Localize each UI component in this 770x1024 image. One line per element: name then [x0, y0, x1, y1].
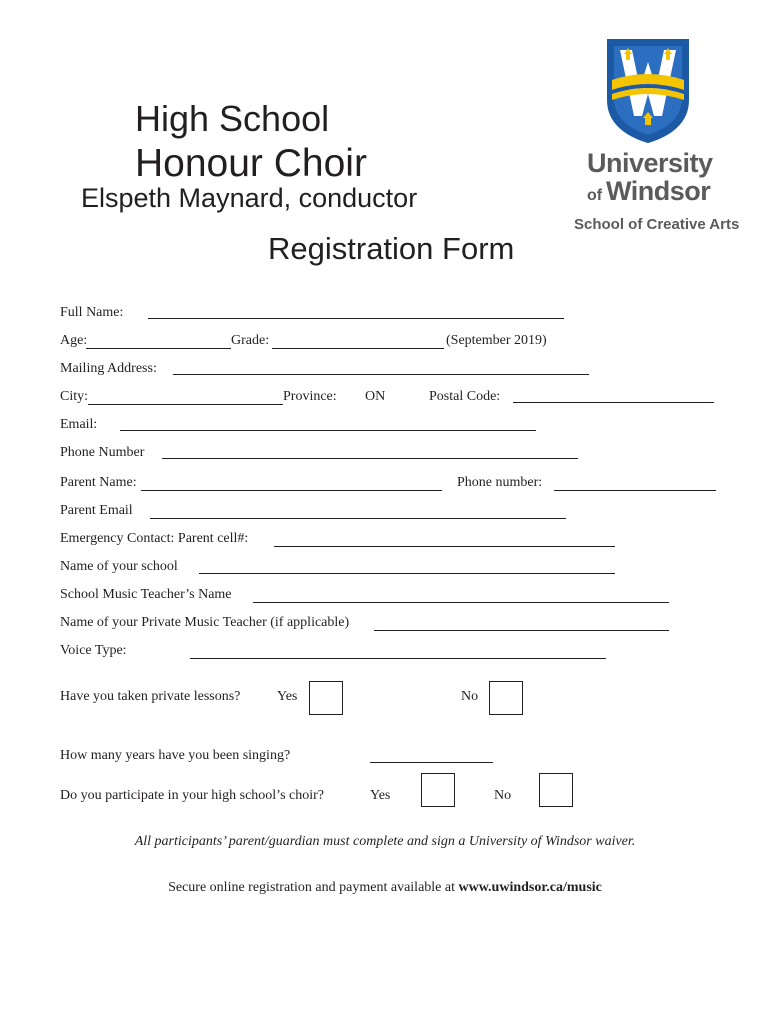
parent-phone-field[interactable] [554, 490, 716, 491]
form-title: Registration Form [268, 231, 515, 266]
school-choir-no-checkbox[interactable] [539, 773, 573, 807]
title-line-1: High School [135, 98, 330, 139]
years-singing-field[interactable] [370, 762, 493, 763]
university-crest-icon [606, 38, 690, 144]
footer-note [0, 880, 770, 896]
parent-email-label: Parent Email [60, 503, 133, 518]
grade-label: Grade: [231, 333, 270, 348]
logo-of: of [587, 187, 603, 204]
voice-type-field[interactable] [190, 658, 606, 659]
private-lessons-no-checkbox[interactable] [489, 681, 523, 715]
province-value: ON [365, 389, 386, 404]
email-label: Email: [60, 417, 98, 432]
province-label: Province: [283, 389, 337, 404]
mailing-address-label: Mailing Address: [60, 361, 157, 376]
school-choir-yes-checkbox[interactable] [421, 773, 455, 807]
postal-code-label: Postal Code: [429, 389, 501, 404]
full-name-label: Full Name: [60, 305, 124, 320]
parent-email-field[interactable] [150, 518, 566, 519]
emergency-contact-label: Emergency Contact: Parent cell#: [60, 531, 249, 546]
city-label: City: [60, 389, 89, 404]
years-singing-question: How many years have you been singing? [60, 748, 291, 763]
parent-name-label: Parent Name: [60, 475, 137, 490]
private-lessons-no-label: No [461, 689, 479, 704]
mailing-address-field[interactable] [173, 374, 589, 375]
footer-text: Secure online registration and payment available at [168, 880, 459, 895]
school-choir-question: Do you participate in your high school’s choir? [60, 788, 324, 803]
logo-university: University [587, 148, 713, 178]
school-name-label: Name of your school [60, 559, 178, 574]
school-choir-no-label: No [494, 788, 512, 803]
footer-link[interactable]: www.uwindsor.ca/music [458, 880, 602, 895]
private-lessons-yes-checkbox[interactable] [309, 681, 343, 715]
logo-school: School of Creative Arts [574, 216, 740, 233]
music-teacher-field[interactable] [253, 602, 669, 603]
grade-field[interactable] [272, 348, 444, 349]
music-teacher-label: School Music Teacher’s Name [60, 587, 232, 602]
conductor-line: Elspeth Maynard, conductor [81, 183, 418, 213]
voice-type-label: Voice Type: [60, 643, 127, 658]
age-label: Age: [60, 333, 88, 348]
parent-phone-label: Phone number: [457, 475, 543, 490]
private-lessons-yes-label: Yes [277, 689, 298, 704]
school-name-field[interactable] [199, 573, 615, 574]
title-line-2: Honour Choir [135, 142, 367, 185]
grade-note: (September 2019) [446, 333, 547, 348]
parent-name-field[interactable] [141, 490, 442, 491]
city-field[interactable] [88, 404, 283, 405]
phone-number-field[interactable] [162, 458, 578, 459]
school-choir-yes-label: Yes [370, 788, 391, 803]
phone-number-label: Phone Number [60, 445, 145, 460]
logo-windsor: Windsor [606, 176, 711, 206]
private-teacher-field[interactable] [374, 630, 669, 631]
waiver-notice: All participants’ parent/guardian must complete and sign a University of Windsor waiver. [134, 834, 636, 849]
postal-code-field[interactable] [513, 402, 714, 403]
private-teacher-label: Name of your Private Music Teacher (if applicable) [60, 615, 350, 630]
private-lessons-question: Have you taken private lessons? [60, 689, 241, 704]
age-field[interactable] [86, 348, 231, 349]
full-name-field[interactable] [148, 318, 564, 319]
email-field[interactable] [120, 430, 536, 431]
emergency-contact-field[interactable] [274, 546, 615, 547]
